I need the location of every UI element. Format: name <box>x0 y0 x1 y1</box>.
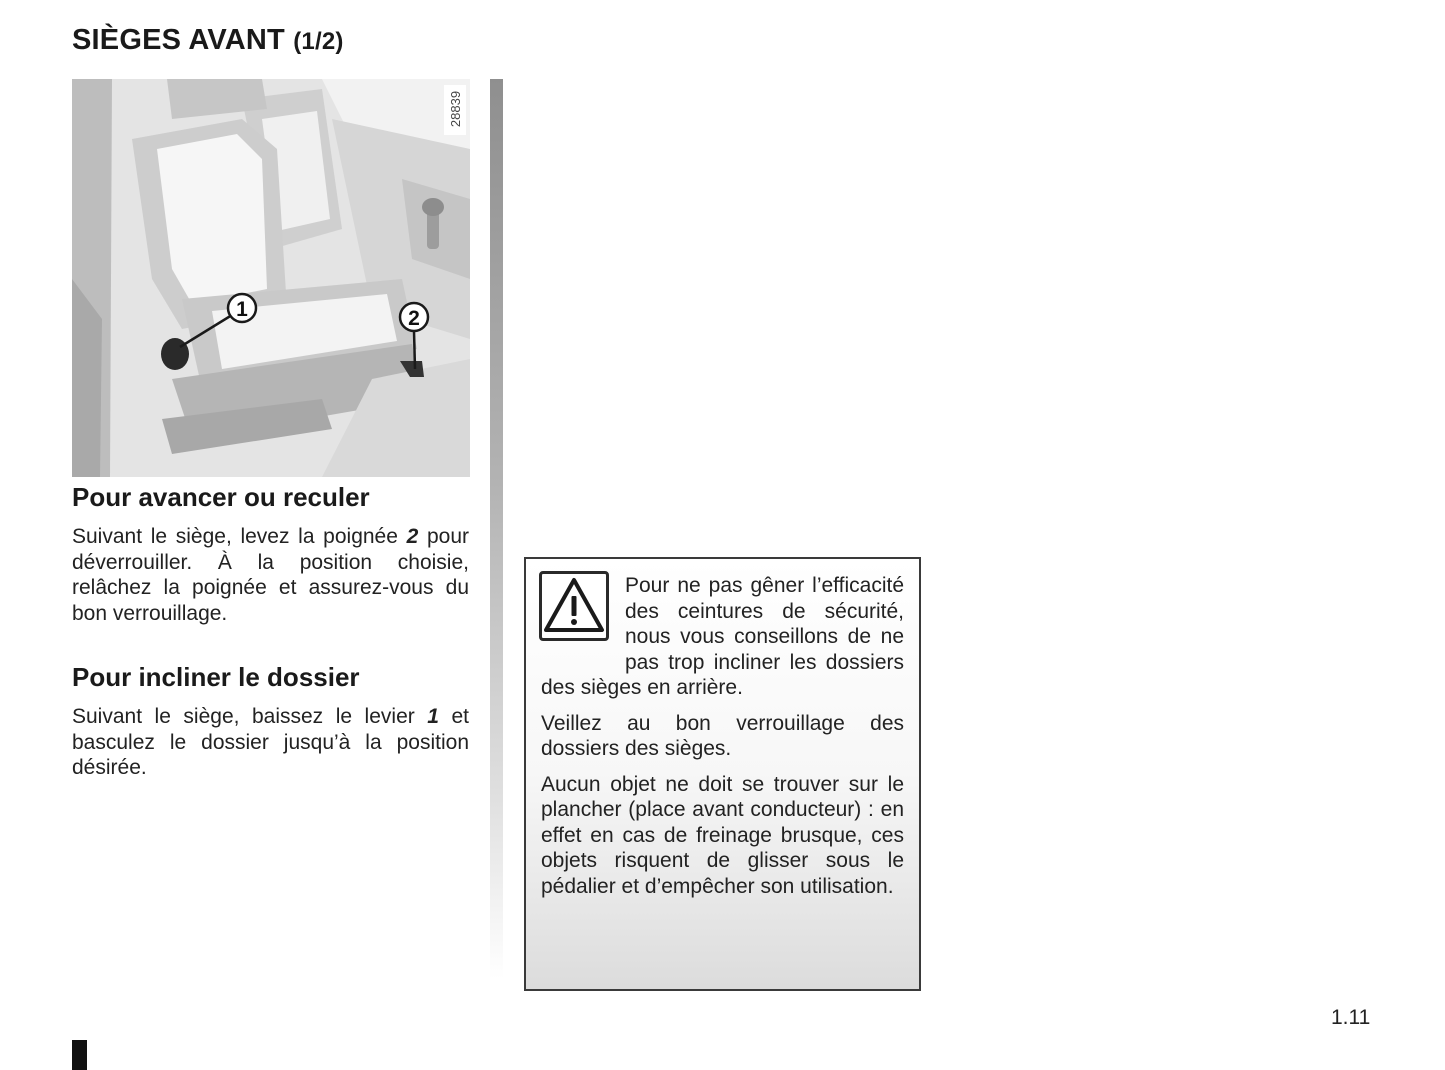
callout-2: 2 <box>408 307 420 330</box>
section-text-advance <box>72 524 469 626</box>
page-number: 1.11 <box>1331 1006 1371 1029</box>
ref-lever-1: 1 <box>427 705 439 728</box>
section-heading-advance: Pour avancer ou reculer <box>72 482 370 512</box>
section-text-recline <box>72 704 469 781</box>
page-title <box>72 24 344 57</box>
column-divider <box>490 79 503 979</box>
callout-1: 1 <box>236 298 248 321</box>
warning-box <box>524 557 921 991</box>
page-title-text: SIÈGES AVANT <box>72 24 285 56</box>
warning-paragraph-1: Pour ne pas gêner l’efficacité des ceintures de sécurité, nous vous conseillons de ne pas trop incliner les dossiers des sièges en arrière. <box>541 574 904 699</box>
warning-paragraph-3: Aucun objet ne doit se trouver sur le plancher (place avant conducteur) : en effet en cas de freinage brusque, ces objets risquent de glisser sous le pédalier et d’empêcher son utilisation. <box>541 772 904 898</box>
warning-text <box>541 573 904 909</box>
section-text-recline-before: Suivant le siège, baissez le levier <box>72 705 428 728</box>
section-heading-recline: Pour incliner le dossier <box>72 662 360 692</box>
section-marker <box>72 1040 87 1070</box>
figure-reference: 28839 <box>448 90 463 128</box>
ref-handle-2: 2 <box>406 525 419 548</box>
warning-paragraph-2: Veillez au bon verrouillage des dossiers des sièges. <box>541 711 904 760</box>
section-text-advance-after: pour déverrouiller. À la position choisie, relâchez la poignée et assurez-vous du bon verrouillage. <box>72 525 469 625</box>
seat-illustration <box>72 79 470 477</box>
page-title-part: (1/2) <box>293 28 344 55</box>
section-text-recline-after: et basculez le dossier jusqu’à la position désirée. <box>72 705 469 779</box>
section-text-advance-before: Suivant le siège, levez la poignée <box>72 525 407 548</box>
